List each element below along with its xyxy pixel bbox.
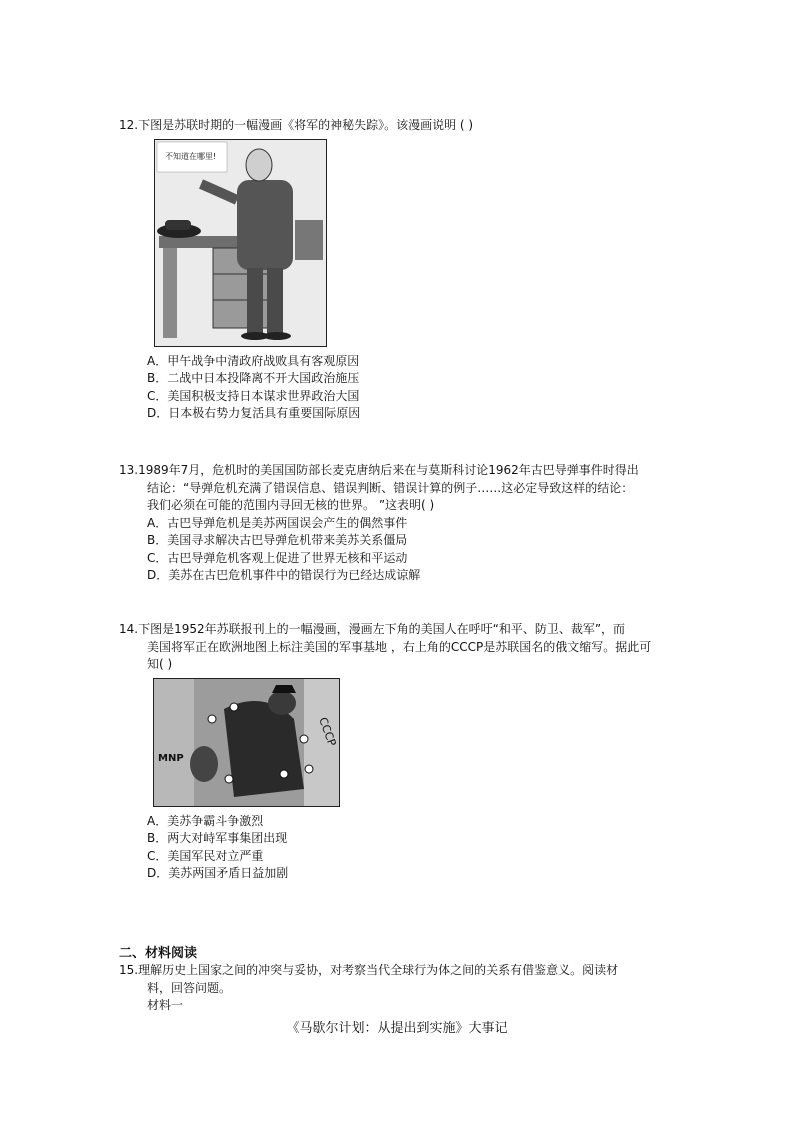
option-a: A．甲午战争中清政府战败具有客观原因 bbox=[147, 353, 360, 368]
cartoon-1952-soviet bbox=[153, 678, 340, 807]
option-a: A．美苏争霸斗争激烈 bbox=[147, 813, 264, 828]
question-14-stem-line-1: 14.下图是1952年苏联报刊上的一幅漫画，漫画左下角的美国人在呼吁“和平、防卫、裁军”，而 bbox=[119, 622, 626, 636]
option-c: C．美国积极支持日本谋求世界政治大国 bbox=[147, 388, 360, 403]
option-d: D．美苏在古巴危机事件中的错误行为已经达成谅解 bbox=[147, 568, 421, 583]
option-c: C．美国军民对立严重 bbox=[147, 848, 264, 863]
material-label: 材料一 bbox=[147, 998, 184, 1012]
cartoon-general-disappearance bbox=[154, 139, 327, 347]
question-14-stem-line-2: 美国将军正在欧洲地图上标注美国的军事基地 ，右上角的CCCP是苏联国名的俄文缩写。据此可 bbox=[147, 639, 652, 654]
speech-bubble-text: 不知道在哪里! bbox=[165, 151, 217, 161]
option-d: D．美苏两国矛盾日益加剧 bbox=[147, 866, 289, 881]
section-title: 二、材料阅读 bbox=[119, 946, 198, 961]
option-d: D．日本极右势力复活具有重要国际原因 bbox=[147, 406, 361, 421]
question-13 bbox=[119, 462, 709, 585]
question-14 bbox=[119, 621, 709, 883]
question-12 bbox=[119, 117, 709, 423]
question-15 bbox=[119, 962, 709, 1015]
question-13-stem-line-3: 我们必须在可能的范围内寻回无核的世界。 ”这表明( ) bbox=[147, 498, 435, 512]
cartoon-12-illustration bbox=[155, 140, 326, 346]
material-caption: 《马歇尔计划：从提出到实施》大事记 bbox=[286, 1021, 508, 1036]
question-15-stem-line-1: 15.理解历史上国家之间的冲突与妥协，对考察当代全球行为体之间的关系有借鉴意义。阅读材 bbox=[119, 963, 619, 977]
mnp-label: MNP bbox=[158, 752, 184, 764]
question-14-stem-line-3: 知( ) bbox=[147, 657, 173, 671]
option-b: B．两大对峙军事集团出现 bbox=[147, 831, 288, 846]
question-14-stem bbox=[119, 621, 709, 674]
option-c: C．古巴导弹危机客观上促进了世界无核和平运动 bbox=[147, 550, 408, 565]
option-a: A．古巴导弹危机是美苏两国误会产生的偶然事件 bbox=[147, 515, 408, 530]
question-13-stem-line-2: 结论：“导弹危机充满了错误信息、错误判断、错误计算的例子……这必定导致这样的结论： bbox=[147, 480, 634, 495]
cccp-label: СССР bbox=[316, 715, 339, 748]
question-13-stem-line-1: 13.1989年7月，危机时的美国国防部长麦克唐纳后来在与莫斯科讨论1962年古巴导弹事件时得出 bbox=[119, 463, 639, 477]
option-b: B．美国寻求解决古巴导弹危机带来美苏关系僵局 bbox=[147, 533, 408, 548]
question-15-stem-line-2: 料，回答问题。 bbox=[147, 980, 232, 995]
question-12-stem: 12.下图是苏联时期的一幅漫画《将军的神秘失踪》。该漫画说明 ( ) bbox=[119, 118, 474, 132]
question-15-stem bbox=[119, 962, 709, 997]
option-b: B．二战中日本投降离不开大国政治施压 bbox=[147, 371, 360, 386]
question-13-stem bbox=[119, 462, 709, 515]
cartoon-14-illustration bbox=[154, 679, 339, 806]
